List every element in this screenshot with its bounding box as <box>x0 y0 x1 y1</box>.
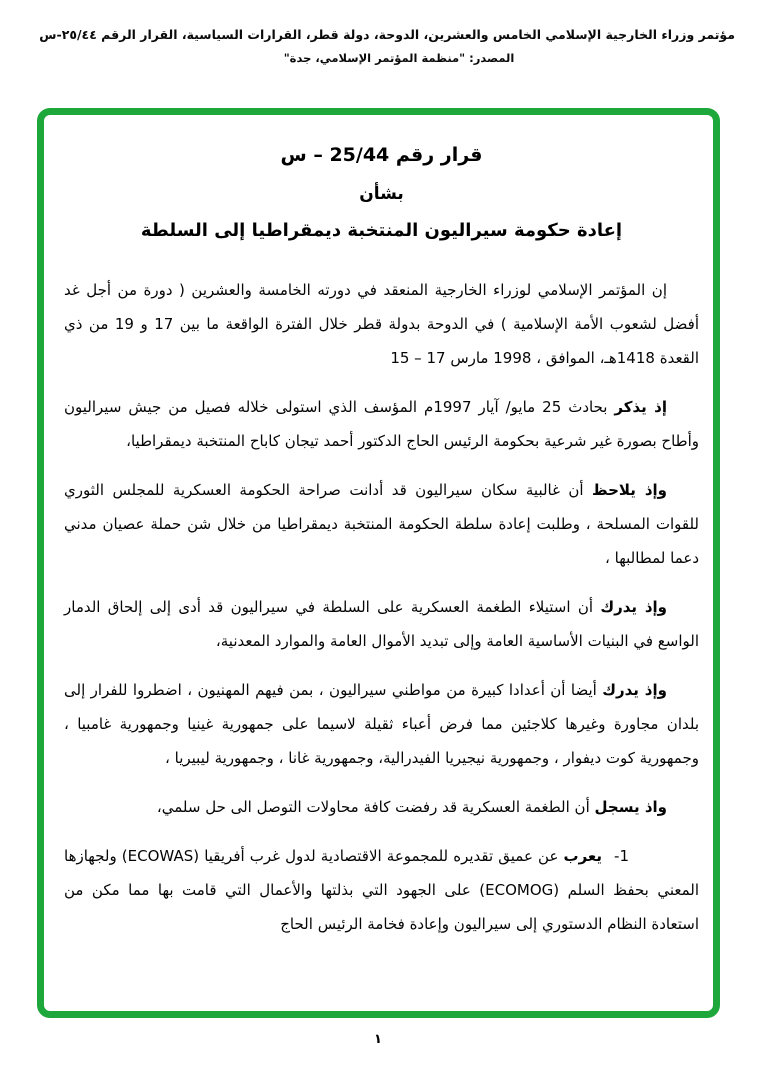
date-year: 1998 ، <box>488 349 542 367</box>
resolution-title-block <box>64 135 699 249</box>
green-border-frame <box>37 108 720 1018</box>
preamble-paragraph <box>64 473 699 575</box>
preamble-paragraph <box>64 590 699 658</box>
paragraph-lead: وإذ يدرك <box>600 598 667 616</box>
paragraph-text: بحادث 25 مايو/ آيار 1997م المؤسف الذي استولى خلاله فصيل من جيش سيراليون وأطاح بصورة غير شرعية بحكومة الرئيس الحاج الدكتور أحمد تيجان كاباح المنتخبة ديمقراطيا، <box>64 398 699 450</box>
resolution-subject-title: إعادة حكومة سيراليون المنتخبة ديمقراطيا إلى السلطة <box>140 220 623 241</box>
paragraph-text: أن استيلاء الطغمة العسكرية على السلطة في سيراليون قد أدى إلى إلحاق الدمار الواسع في البنيات الأساسية العامة وإلى تبديد الأموال العامة والموارد المعدنية، <box>64 598 699 650</box>
paragraph-lead: وإذ يدرك <box>602 681 667 699</box>
date-range <box>390 349 541 367</box>
resolution-body <box>44 115 713 941</box>
subject-label: بشأن <box>359 184 404 204</box>
item-text: عن عميق تقديره للمجموعة الاقتصادية لدول غرب أفريقيا (ECOWAS) ولجهازها المعني بحفظ السلم (ECOMOG) على الجهود التي بذلتها والأعمال التي قامت بها مما مكن من استعادة النظام الدستوري إلى سيراليون وإعادة فخامة الرئيس الحاج <box>64 847 699 933</box>
paragraph-lead: إذ يذكر <box>614 398 668 416</box>
operative-item <box>64 839 699 941</box>
paragraph-text: أيضا أن أعدادا كبيرة من مواطني سيراليون ، بمن فيهم المهنيون ، اضطروا للفرار إلى بلدان مجاورة وغيرها كلاجئين مما فرض أعباء ثقيلة لاسيما على جمهورية غينيا وجمهورية غامبيا ، وجمهورية كوت ديفوار ، وجمهورية نيجيريا الفيدرالية، وجمهورية غانا ، وجمهورية ليبيريا ، <box>64 681 699 767</box>
preamble-paragraph <box>64 790 699 824</box>
paragraph-text: أن الطغمة العسكرية قد رفضت كافة محاولات التوصل الى حل سلمي، <box>156 798 595 816</box>
item-number: 1- <box>614 847 629 865</box>
date-month: مارس <box>450 349 489 367</box>
header-source-line: المصدر: "منظمة المؤتمر الإسلامي، جدة" <box>283 51 515 65</box>
header-conference-line: مؤتمر وزراء الخارجية الإسلامي الخامس والعشرين، الدوحة، دولة قطر، القرارات السياسية، القرار الرقم ٢٥/٤٤-س <box>39 27 735 42</box>
page-number: ١ <box>374 1032 382 1047</box>
preamble-paragraph <box>64 390 699 458</box>
paragraph-lead: واذ يسجل <box>594 798 667 816</box>
item-lead: يعرب <box>563 847 603 865</box>
preamble-paragraph <box>64 273 699 375</box>
date-days: 15 – 17 <box>390 349 451 367</box>
paragraph-text: أن غالبية سكان سيراليون قد أدانت صراحة الحكومة العسكرية للمجلس الثوري للقوات المسلحة ، وطلبت إعادة سلطة الحكومة المنتخبة ديمقراطيا من خلال شن حملة عصيان مدني دعما لمطالبها ، <box>64 481 699 567</box>
document-header <box>39 26 735 66</box>
paragraph-text: إن المؤتمر الإسلامي لوزراء الخارجية المنعقد في دورته الخامسة والعشرين ( دورة من أجل غد أفضل لشعوب الأمة الإسلامية ) في الدوحة بدولة قطر خلال الفترة الواقعة ما بين 17 و 19 من ذي القعدة 1418هـ، الموافق <box>64 281 699 367</box>
paragraph-lead: وإذ يلاحظ <box>592 481 667 499</box>
preamble-paragraph <box>64 673 699 775</box>
resolution-number-title: قرار رقم 25/44 – س <box>280 144 483 166</box>
